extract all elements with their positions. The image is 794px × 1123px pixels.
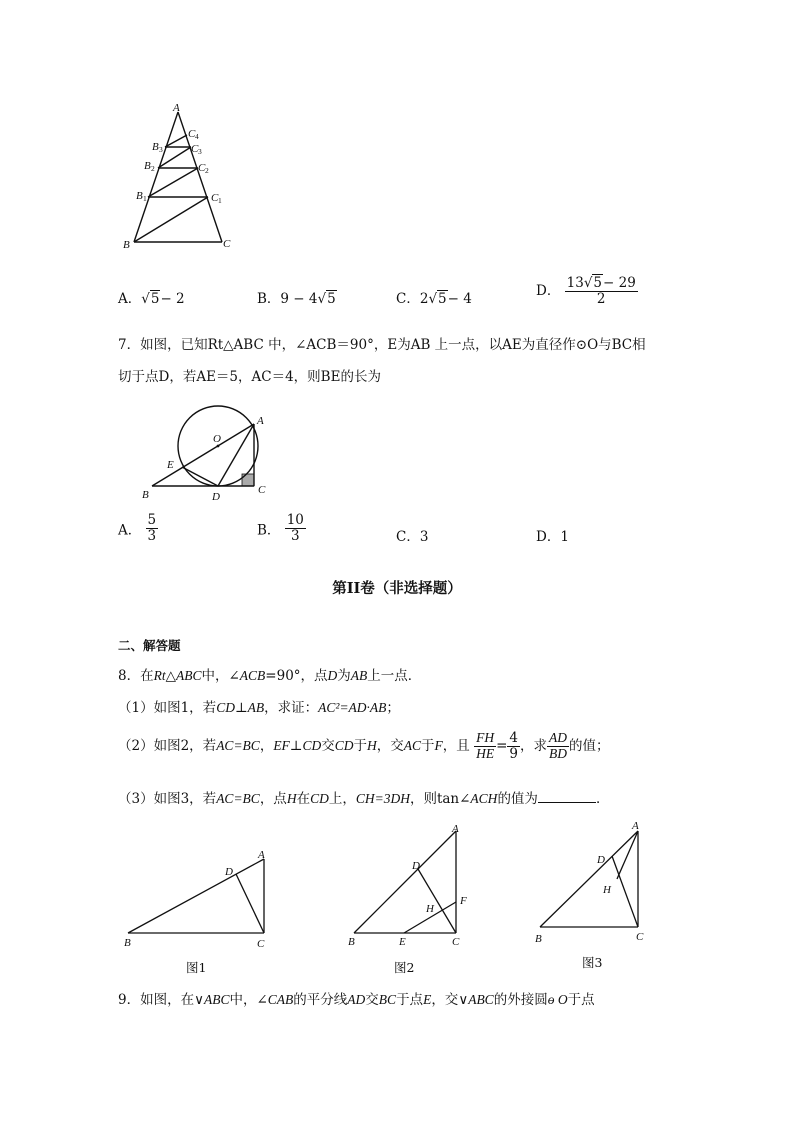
fig1-label-C: C <box>257 938 265 950</box>
q6-option-d-fraction: $\frac{13√5- 29}{2}$ <box>566 275 636 307</box>
fig2-label-C: C <box>452 936 460 948</box>
q7-stem-line1: 7．如图，已知Rt△ABC 中，∠ACB＝90°，E为AB 上一点，以AE为直径作⊙O与BC相 <box>118 337 646 353</box>
q8-figure-2-caption: 图2 <box>394 960 415 975</box>
q6-label-C: C <box>223 238 231 250</box>
q6-option-b[interactable]: B．9 − 4√5 <box>257 291 336 307</box>
q7-label-O: O <box>213 433 221 445</box>
q8-stem: 8．在Rt△ABC中，∠ACB=90°，点D为AB上一点． <box>118 668 422 684</box>
q6-figure <box>118 100 248 262</box>
q6-label-C3: C <box>191 143 199 155</box>
q6-sub-2a: 2 <box>151 164 155 173</box>
q6-label-C1: C <box>211 192 219 204</box>
q8-part3: （3）如图3，若AC=BC，点H在CD上，CH=3DH，则tan∠ACH的值为 ． <box>118 791 610 807</box>
q8-frac-ad-bd: $\frac{AD}{BD}$ <box>549 730 567 761</box>
section-title: 二、解答题 <box>118 638 181 653</box>
q8-part1: （1）如图1，若CD⊥AB，求证：AC²=AD·AB； <box>118 700 400 716</box>
fig2-label-H: H <box>426 903 434 915</box>
part2-title: 第II卷（非选择题） <box>332 580 462 597</box>
q6-label-B: B <box>123 239 130 251</box>
q7-label-A: A <box>257 415 264 427</box>
fig3-label-H: H <box>603 884 611 896</box>
fig3-label-D: D <box>597 854 605 866</box>
fig1-label-B: B <box>124 937 131 949</box>
q6-sub-1b: 1 <box>218 196 222 205</box>
q7-label-B: B <box>142 489 149 501</box>
fig3-label-A: A <box>632 820 639 832</box>
q8-figure-2 <box>340 820 480 952</box>
fig3-label-B: B <box>535 933 542 945</box>
q7-figure <box>138 402 278 504</box>
fig2-label-D: D <box>412 860 420 872</box>
q6-option-a[interactable]: A．√5− 2 <box>118 291 185 307</box>
q6-option-d[interactable]: D． $\frac{13√5- 29}{2}$ <box>536 275 636 307</box>
q6-sub-3a: 3 <box>159 145 163 154</box>
q8-figure-3 <box>530 815 660 947</box>
q6-sub-3b: 3 <box>198 147 202 156</box>
q7-stem-line2: 切于点D，若AE＝5，AC＝4，则BE的长为 <box>118 369 381 385</box>
q7-option-a[interactable]: A． $\frac{5}{3}$ <box>118 512 157 544</box>
q6-option-c[interactable]: C．2√5− 4 <box>396 291 472 307</box>
q8-frac-4-9: $\frac{4}{9}$ <box>509 730 518 762</box>
q7-option-d[interactable]: D．1 <box>536 529 569 545</box>
q6-label-C2: C <box>198 162 206 174</box>
fig1-label-D: D <box>225 866 233 878</box>
answer-blank[interactable] <box>538 790 596 803</box>
fig2-label-A: A <box>452 823 459 835</box>
q8-figure-1 <box>118 842 278 952</box>
q6-label-B1: B <box>136 190 143 202</box>
fig2-label-F: F <box>460 895 467 907</box>
fig3-label-C: C <box>636 931 644 943</box>
q6-label-A: A <box>173 102 180 114</box>
q6-sub-2b: 2 <box>205 166 209 175</box>
q8-figure-3-caption: 图3 <box>582 955 603 970</box>
fig2-label-E: E <box>399 936 406 948</box>
q9-stem: 9．如图，在∨ABC中，∠CAB的平分线AD交BC于点E，交∨ABC的外接圆ɵ O于点 <box>118 992 595 1008</box>
q6-label-B2: B <box>144 160 151 172</box>
q7-option-b[interactable]: B． $\frac{10}{3}$ <box>257 512 304 544</box>
q6-sub-1a: 1 <box>143 194 147 203</box>
q6-label-C4: C <box>188 128 196 140</box>
q6-sub-4: 4 <box>195 132 199 141</box>
q7-option-c[interactable]: C．3 <box>396 529 429 545</box>
q7-label-D: D <box>212 491 220 503</box>
fig1-label-A: A <box>258 849 265 861</box>
q6-label-B3: B <box>152 141 159 153</box>
q8-frac-fh-he: $\frac{FH}{HE}$ <box>476 730 495 761</box>
q7-label-C: C <box>258 484 266 496</box>
q8-figure-1-caption: 图1 <box>186 960 207 975</box>
fig2-label-B: B <box>348 936 355 948</box>
q8-part2: （2）如图2，若AC=BC，EF⊥CD交CD于H，交AC于F，且 $\frac{FH}{HE}$ = $\frac{4}{9}$ ，求 $\frac{AD}{BD}$ 的值； <box>118 730 610 762</box>
q7-label-E: E <box>167 459 174 471</box>
